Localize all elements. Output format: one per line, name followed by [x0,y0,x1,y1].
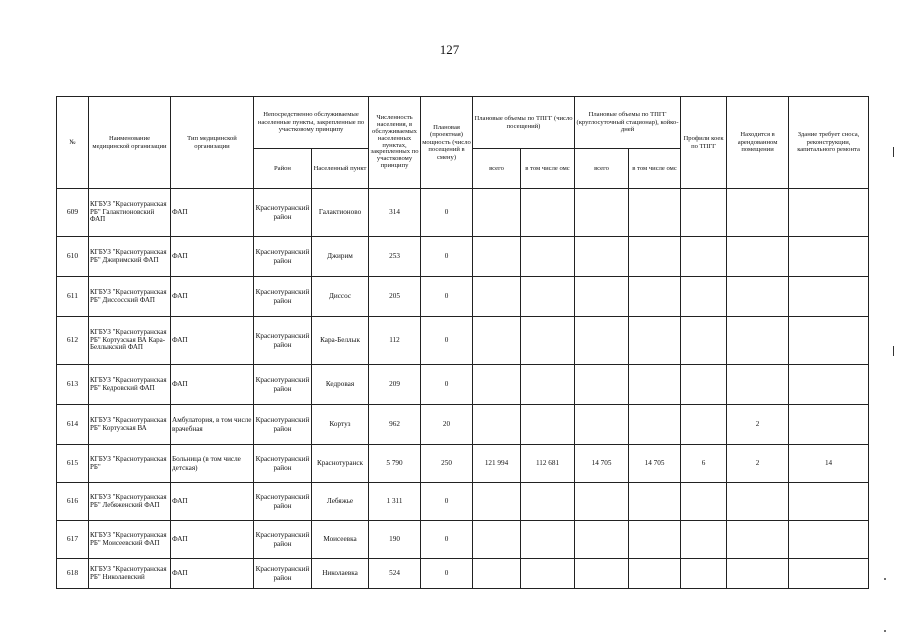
cell-visits-total [473,365,521,405]
cell-no: 612 [57,317,89,365]
header-bed-profiles: Профили коек по ТПГГ [681,97,727,189]
cell-org-name: КГБУЗ "Краснотуранская РБ" Кортузская ВА [89,405,171,445]
cell-repair [789,521,869,559]
header-visits-oms: в том числе омс [521,149,575,189]
cell-org-type: ФАП [171,317,254,365]
cell-district: Краснотуранский район [254,277,312,317]
cell-beds-total [575,521,629,559]
cell-repair [789,189,869,237]
scan-dot [884,630,886,632]
cell-beds-oms [629,521,681,559]
cell-visits-oms: 112 681 [521,445,575,483]
cell-district: Краснотуранский район [254,317,312,365]
cell-visits-oms [521,559,575,589]
cell-org-type: Амбулатория, в том числе врачебная [171,405,254,445]
cell-beds-oms [629,483,681,521]
cell-visits-total [473,189,521,237]
cell-visits-oms [521,317,575,365]
header-no: № [57,97,89,189]
cell-visits-oms [521,277,575,317]
cell-beds-total [575,365,629,405]
cell-bed-profiles [681,483,727,521]
header-district: Район [254,149,312,189]
header-capacity: Плановая (проектная) мощность (число посещений в смену) [421,97,473,189]
cell-repair [789,277,869,317]
header-org-type: Тип медицинской организации [171,97,254,189]
cell-capacity: 0 [421,521,473,559]
cell-rented [727,559,789,589]
table-row [57,277,869,317]
cell-repair [789,237,869,277]
cell-bed-profiles [681,317,727,365]
cell-visits-total [473,277,521,317]
cell-org-type: ФАП [171,559,254,589]
cell-rented [727,521,789,559]
cell-beds-oms [629,277,681,317]
cell-org-type: ФАП [171,483,254,521]
cell-rented [727,277,789,317]
cell-visits-oms [521,521,575,559]
cell-capacity: 0 [421,483,473,521]
cell-org-type: ФАП [171,277,254,317]
cell-no: 615 [57,445,89,483]
cell-org-name: КГБУЗ "Краснотуранская РБ" Джиримский ФАП [89,237,171,277]
cell-bed-profiles [681,277,727,317]
cell-no: 611 [57,277,89,317]
cell-rented [727,237,789,277]
cell-population: 5 790 [369,445,421,483]
cell-bed-profiles [681,405,727,445]
header-attached-settlements: Непосредственно обслуживаемые населенные пункты, закрепленные по участковому принципу [254,97,369,149]
cell-beds-oms [629,559,681,589]
header-population: Численность населения, в обслуживаемых населенных пунктах, закрепленных по участковому принципу [369,97,421,189]
cell-repair [789,483,869,521]
cell-visits-total: 121 994 [473,445,521,483]
table-row [57,445,869,483]
cell-settlement: Николаевка [312,559,369,589]
cell-beds-oms: 14 705 [629,445,681,483]
cell-beds-oms [629,405,681,445]
cell-settlement: Кортуз [312,405,369,445]
cell-population: 205 [369,277,421,317]
cell-visits-total [473,559,521,589]
table-row [57,237,869,277]
cell-visits-oms [521,189,575,237]
cell-capacity: 0 [421,365,473,405]
cell-org-name: КГБУЗ "Краснотуранская РБ" [89,445,171,483]
medical-organizations-table [56,96,869,589]
cell-settlement: Диссос [312,277,369,317]
cell-rented [727,317,789,365]
cell-visits-oms [521,483,575,521]
cell-bed-profiles [681,189,727,237]
cell-visits-oms [521,365,575,405]
cell-population: 1 311 [369,483,421,521]
cell-visits-total [473,317,521,365]
cell-capacity: 0 [421,237,473,277]
cell-capacity: 0 [421,189,473,237]
cell-visits-oms [521,237,575,277]
cell-bed-profiles [681,237,727,277]
cell-org-type: ФАП [171,237,254,277]
cell-org-type: Больница (в том числе детская) [171,445,254,483]
cell-population: 209 [369,365,421,405]
cell-org-type: ФАП [171,521,254,559]
header-org-name: Наименование медицинской организации [89,97,171,189]
cell-district: Краснотуранский район [254,405,312,445]
cell-settlement: Краснотуранск [312,445,369,483]
cell-org-name: КГБУЗ "Краснотуранская РБ" Моисеевский ФАП [89,521,171,559]
cell-no: 610 [57,237,89,277]
cell-beds-oms [629,189,681,237]
header-repair: Здание требует сноса, реконструкции, капитального ремонта [789,97,869,189]
cell-no: 616 [57,483,89,521]
header-visits-total: всего [473,149,521,189]
cell-settlement: Моисеевка [312,521,369,559]
cell-district: Краснотуранский район [254,445,312,483]
table-row [57,521,869,559]
cell-rented [727,483,789,521]
page-number: 127 [439,42,460,57]
cell-settlement: Джирим [312,237,369,277]
cell-repair [789,405,869,445]
cell-org-name: КГБУЗ "Краснотуранская РБ" Кедровский ФАП [89,365,171,405]
cell-bed-profiles [681,365,727,405]
cell-no: 609 [57,189,89,237]
header-beds-total: всего [575,149,629,189]
cell-capacity: 20 [421,405,473,445]
cell-visits-total [473,237,521,277]
cell-capacity: 0 [421,277,473,317]
table-row [57,405,869,445]
cell-beds-total [575,317,629,365]
table-row [57,365,869,405]
cell-population: 190 [369,521,421,559]
cell-repair [789,317,869,365]
cell-org-type: ФАП [171,365,254,405]
header-settlement: Населенный пункт [312,149,369,189]
cell-org-name: КГБУЗ "Краснотуранская РБ" Лебяженский ФАП [89,483,171,521]
scan-dot [884,578,886,580]
cell-repair [789,365,869,405]
cell-district: Краснотуранский район [254,521,312,559]
cell-rented [727,365,789,405]
cell-settlement: Кара-Беллык [312,317,369,365]
cell-visits-total [473,483,521,521]
cell-beds-total [575,483,629,521]
cell-beds-oms [629,237,681,277]
cell-bed-profiles [681,521,727,559]
header-rented: Находится в арендованном помещении [727,97,789,189]
cell-beds-total [575,189,629,237]
cell-visits-oms [521,405,575,445]
table-row [57,189,869,237]
cell-district: Краснотуранский район [254,189,312,237]
cell-beds-oms [629,365,681,405]
cell-settlement: Галактионово [312,189,369,237]
cell-org-name: КГБУЗ "Краснотуранская РБ" Диссосский ФАП [89,277,171,317]
cell-no: 618 [57,559,89,589]
cell-beds-total [575,559,629,589]
cell-population: 314 [369,189,421,237]
table-row [57,317,869,365]
cell-population: 524 [369,559,421,589]
cell-visits-total [473,405,521,445]
cell-settlement: Кедровая [312,365,369,405]
cell-repair: 14 [789,445,869,483]
cell-capacity: 0 [421,317,473,365]
cell-district: Краснотуранский район [254,483,312,521]
cell-visits-total [473,521,521,559]
cell-district: Краснотуранский район [254,237,312,277]
cell-district: Краснотуранский район [254,365,312,405]
cell-bed-profiles: 6 [681,445,727,483]
cell-beds-total [575,277,629,317]
cell-district: Краснотуранский район [254,559,312,589]
cell-settlement: Лебяжье [312,483,369,521]
cell-beds-oms [629,317,681,365]
cell-bed-profiles [681,559,727,589]
table-row [57,559,869,589]
cell-beds-total: 14 705 [575,445,629,483]
header-plan-beds: Плановые объемы по ТПГГ (круглосуточный стационар), койко-дней [575,97,681,149]
cell-org-name: КГБУЗ "Краснотуранская РБ" Галактионовский ФАП [89,189,171,237]
cell-capacity: 0 [421,559,473,589]
cell-population: 253 [369,237,421,277]
cell-beds-total [575,405,629,445]
cell-beds-total [575,237,629,277]
header-beds-oms: в том числе омс [629,149,681,189]
cell-org-type: ФАП [171,189,254,237]
cell-population: 112 [369,317,421,365]
scan-mark [893,147,894,157]
table-row [57,483,869,521]
cell-no: 613 [57,365,89,405]
cell-rented [727,189,789,237]
scan-mark [893,346,894,356]
cell-repair [789,559,869,589]
cell-org-name: КГБУЗ "Краснотуранская РБ" Николаевский [89,559,171,589]
cell-rented: 2 [727,405,789,445]
cell-org-name: КГБУЗ "Краснотуранская РБ" Кортузская ВА Кара-Беллыкский ФАП [89,317,171,365]
cell-no: 614 [57,405,89,445]
cell-capacity: 250 [421,445,473,483]
cell-population: 962 [369,405,421,445]
header-plan-visits: Плановые объемы по ТПГГ (число посещений) [473,97,575,149]
cell-rented: 2 [727,445,789,483]
cell-no: 617 [57,521,89,559]
